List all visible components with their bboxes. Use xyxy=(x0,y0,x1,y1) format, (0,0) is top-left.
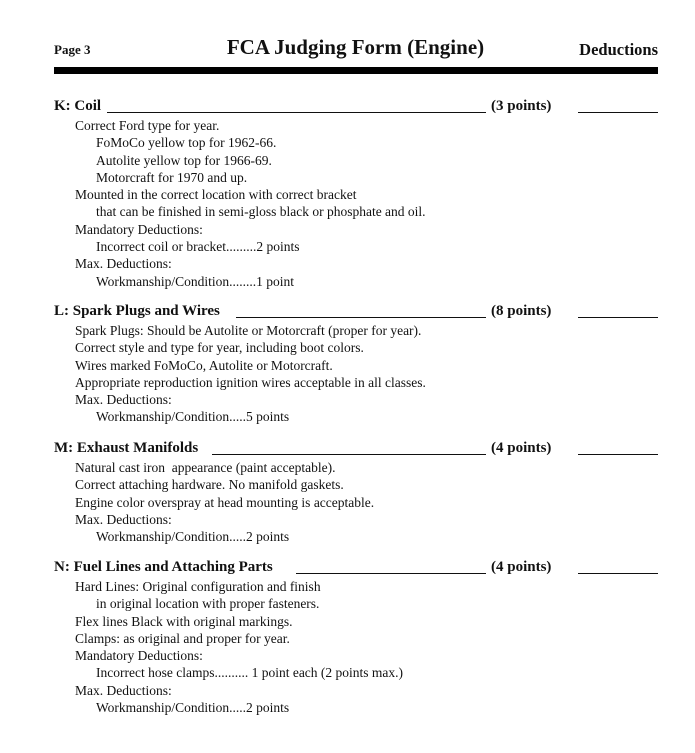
section-points: (8 points) xyxy=(491,303,552,319)
section-title-underline xyxy=(107,112,486,113)
section-title: K: Coil xyxy=(54,98,102,114)
section-line: Hard Lines: Original configuration and finish xyxy=(75,579,321,594)
judging-section xyxy=(54,440,658,545)
section-line: Appropriate reproduction ignition wires acceptable in all classes. xyxy=(75,374,426,390)
section-line: Mandatory Deductions: xyxy=(75,221,203,237)
section-line: Max. Deductions: xyxy=(75,392,172,408)
section-line: Workmanship/Condition.....2 points xyxy=(96,700,290,716)
section-line: Mounted in the correct location with correct bracket xyxy=(75,187,357,203)
section-line: in original location with proper fasteners. xyxy=(96,596,320,612)
section-line: Flex lines Black with original markings. xyxy=(75,613,293,629)
section-title: N: Fuel Lines and Attaching Parts xyxy=(54,559,273,575)
section-line: Incorrect hose clamps.......... 1 point each (2 points max.) xyxy=(96,665,404,681)
section-line: Workmanship/Condition........1 point xyxy=(96,273,295,289)
section-title-underline xyxy=(296,573,486,574)
section-line: Natural cast iron appearance (paint acceptable). xyxy=(75,460,336,475)
section-line: Spark Plugs: Should be Autolite or Motorcraft (proper for year). xyxy=(75,323,422,338)
header-rule xyxy=(54,67,658,74)
section-title: L: Spark Plugs and Wires xyxy=(54,303,220,319)
section-line: Max. Deductions: xyxy=(75,256,172,272)
section-heading xyxy=(54,303,658,322)
section-line: FoMoCo yellow top for 1962-66. xyxy=(96,135,277,151)
section-heading xyxy=(54,440,658,459)
section-line: that can be finished in semi-gloss black or phosphate and oil. xyxy=(96,204,426,220)
section-line: Incorrect coil or bracket.........2 points xyxy=(96,239,300,255)
section-heading xyxy=(54,559,658,578)
page-label: Page 3 xyxy=(54,42,91,57)
section-line: Wires marked FoMoCo, Autolite or Motorcraft. xyxy=(75,357,333,373)
document-title: FCA Judging Form (Engine) xyxy=(226,35,485,59)
section-heading xyxy=(54,98,658,117)
section-line: Mandatory Deductions: xyxy=(75,648,203,664)
deductions-column-header: Deductions xyxy=(579,40,658,59)
section-line: Workmanship/Condition.....2 points xyxy=(96,529,290,545)
section-line: Max. Deductions: xyxy=(75,682,172,698)
section-points: (4 points) xyxy=(491,559,552,575)
section-line: Max. Deductions: xyxy=(75,511,172,527)
section-title-underline xyxy=(212,454,486,455)
deduction-entry-blank[interactable] xyxy=(578,317,658,318)
judging-section xyxy=(54,303,658,426)
section-line: Motorcraft for 1970 and up. xyxy=(96,169,248,185)
judging-section xyxy=(54,559,658,716)
section-title: M: Exhaust Manifolds xyxy=(54,440,199,456)
section-line: Workmanship/Condition.....5 points xyxy=(96,409,290,425)
judging-section xyxy=(54,98,658,290)
section-title-underline xyxy=(236,317,486,318)
section-points: (3 points) xyxy=(491,98,552,114)
section-points: (4 points) xyxy=(491,440,552,456)
section-line: Correct Ford type for year. xyxy=(75,118,220,133)
section-line: Correct attaching hardware. No manifold gaskets. xyxy=(75,477,344,493)
deduction-entry-blank[interactable] xyxy=(578,112,658,113)
section-line: Engine color overspray at head mounting is acceptable. xyxy=(75,494,375,510)
deduction-entry-blank[interactable] xyxy=(578,454,658,455)
section-line: Correct style and type for year, including boot colors. xyxy=(75,340,364,356)
section-line: Autolite yellow top for 1966-69. xyxy=(96,152,272,168)
deduction-entry-blank[interactable] xyxy=(578,573,658,574)
section-line: Clamps: as original and proper for year. xyxy=(75,630,290,646)
